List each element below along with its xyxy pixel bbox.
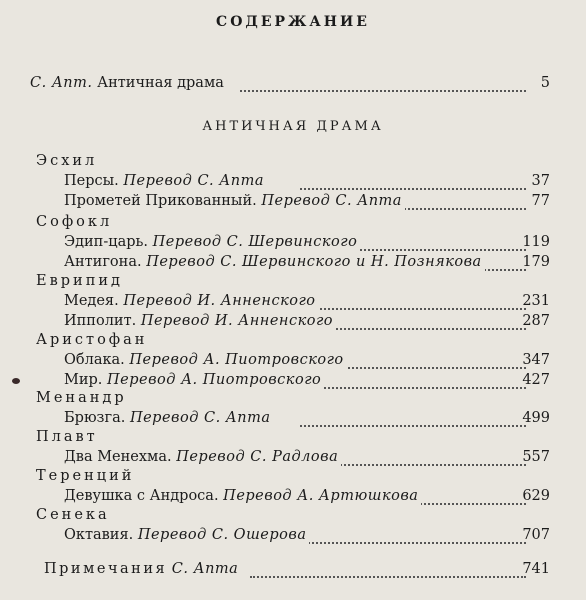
work-text xyxy=(64,172,267,190)
page-number: 179 xyxy=(522,254,550,270)
work-title: Облака. xyxy=(64,352,125,368)
work-entry[interactable] xyxy=(0,312,586,330)
work-text xyxy=(64,253,485,271)
leader-dots xyxy=(300,415,526,427)
notes-translator: С. Апта xyxy=(171,561,239,577)
author-heading: Плавт xyxy=(36,429,98,445)
work-entry[interactable] xyxy=(0,526,586,544)
work-text xyxy=(64,292,319,310)
work-entry[interactable] xyxy=(0,233,586,251)
intro-author: С. Апт. xyxy=(30,75,93,91)
work-title: Персы. xyxy=(64,173,119,189)
work-entry[interactable] xyxy=(0,253,586,271)
page-number: 37 xyxy=(531,173,550,189)
author-heading: Сенека xyxy=(36,507,110,523)
page-number: 741 xyxy=(522,561,550,577)
work-entry[interactable] xyxy=(0,172,586,190)
leader-dots xyxy=(300,298,526,310)
work-entry[interactable] xyxy=(0,409,586,427)
work-translator: Перевод С. Апта xyxy=(261,193,402,209)
leader-dots xyxy=(300,377,526,389)
work-entry[interactable] xyxy=(0,487,586,505)
author-heading: Теренций xyxy=(36,468,135,484)
intro-text xyxy=(30,74,227,92)
work-translator: Перевод А. Пиотровского xyxy=(129,352,344,368)
work-title: Антигона. xyxy=(64,254,142,270)
page-number: 5 xyxy=(540,75,550,91)
author-heading: Эсхил xyxy=(36,153,98,169)
work-text xyxy=(64,487,421,505)
author-heading: Аристофан xyxy=(36,332,148,348)
page-number: 707 xyxy=(522,527,550,543)
work-text xyxy=(64,312,336,330)
work-text xyxy=(64,409,274,427)
notes-text xyxy=(44,560,241,578)
work-translator: Перевод С. Шервинского xyxy=(152,234,358,250)
notes-entry[interactable] xyxy=(0,560,586,578)
ink-smudge xyxy=(12,378,20,384)
page-number: 557 xyxy=(522,449,550,465)
work-translator: Перевод С. Апта xyxy=(129,410,271,426)
page-number: 77 xyxy=(531,193,550,209)
page-number: 231 xyxy=(522,293,550,309)
work-title: Брюзга. xyxy=(64,410,126,426)
work-title: Прометей Прикованный. xyxy=(64,193,257,209)
work-title: Эдип-царь. xyxy=(64,234,149,250)
work-title: Ипполит. xyxy=(64,313,137,329)
intro-title: Античная драма xyxy=(97,75,224,91)
leader-dots xyxy=(240,80,526,92)
page-number: 119 xyxy=(522,234,550,250)
work-translator: Перевод С. Радлова xyxy=(176,449,339,465)
page-number: 287 xyxy=(522,313,550,329)
work-text xyxy=(64,448,341,466)
work-translator: Перевод С. Апта xyxy=(123,173,264,189)
intro-entry[interactable] xyxy=(0,74,586,92)
page-title: СОДЕРЖАНИЕ xyxy=(216,14,370,30)
work-translator: Перевод А. Пиотровского xyxy=(107,372,322,388)
section-heading: АНТИЧНАЯ ДРАМА xyxy=(202,119,384,134)
page-number: 427 xyxy=(522,372,550,388)
work-entry[interactable] xyxy=(0,371,586,389)
page-number: 347 xyxy=(522,352,550,368)
work-title: Мир. xyxy=(64,372,103,388)
work-entry[interactable] xyxy=(0,448,586,466)
work-translator: Перевод И. Анненского xyxy=(123,293,316,309)
work-text xyxy=(64,233,360,251)
work-title: Октавия. xyxy=(64,527,134,543)
work-text xyxy=(64,192,405,210)
work-text xyxy=(64,351,347,369)
page-number: 499 xyxy=(522,410,550,426)
work-entry[interactable] xyxy=(0,351,586,369)
page-number: 629 xyxy=(522,488,550,504)
leader-dots xyxy=(300,532,526,544)
work-text xyxy=(64,526,309,544)
notes-label: Примечания xyxy=(44,561,168,577)
author-heading: Софокл xyxy=(36,214,113,230)
work-translator: Перевод С. Шервинского и Н. Познякова xyxy=(146,254,482,270)
work-translator: Перевод И. Анненского xyxy=(140,313,334,329)
author-heading: Еврипид xyxy=(36,273,123,289)
work-entry[interactable] xyxy=(0,192,586,210)
work-translator: Перевод С. Ошерова xyxy=(137,527,307,543)
leader-dots xyxy=(300,178,526,190)
author-heading: Менандр xyxy=(36,390,127,406)
leader-dots xyxy=(250,566,526,578)
work-translator: Перевод А. Артюшкова xyxy=(223,488,419,504)
work-title: Девушка с Андроса. xyxy=(64,488,219,504)
work-title: Медея. xyxy=(64,293,119,309)
work-text xyxy=(64,371,324,389)
work-title: Два Менехма. xyxy=(64,449,172,465)
work-entry[interactable] xyxy=(0,292,586,310)
